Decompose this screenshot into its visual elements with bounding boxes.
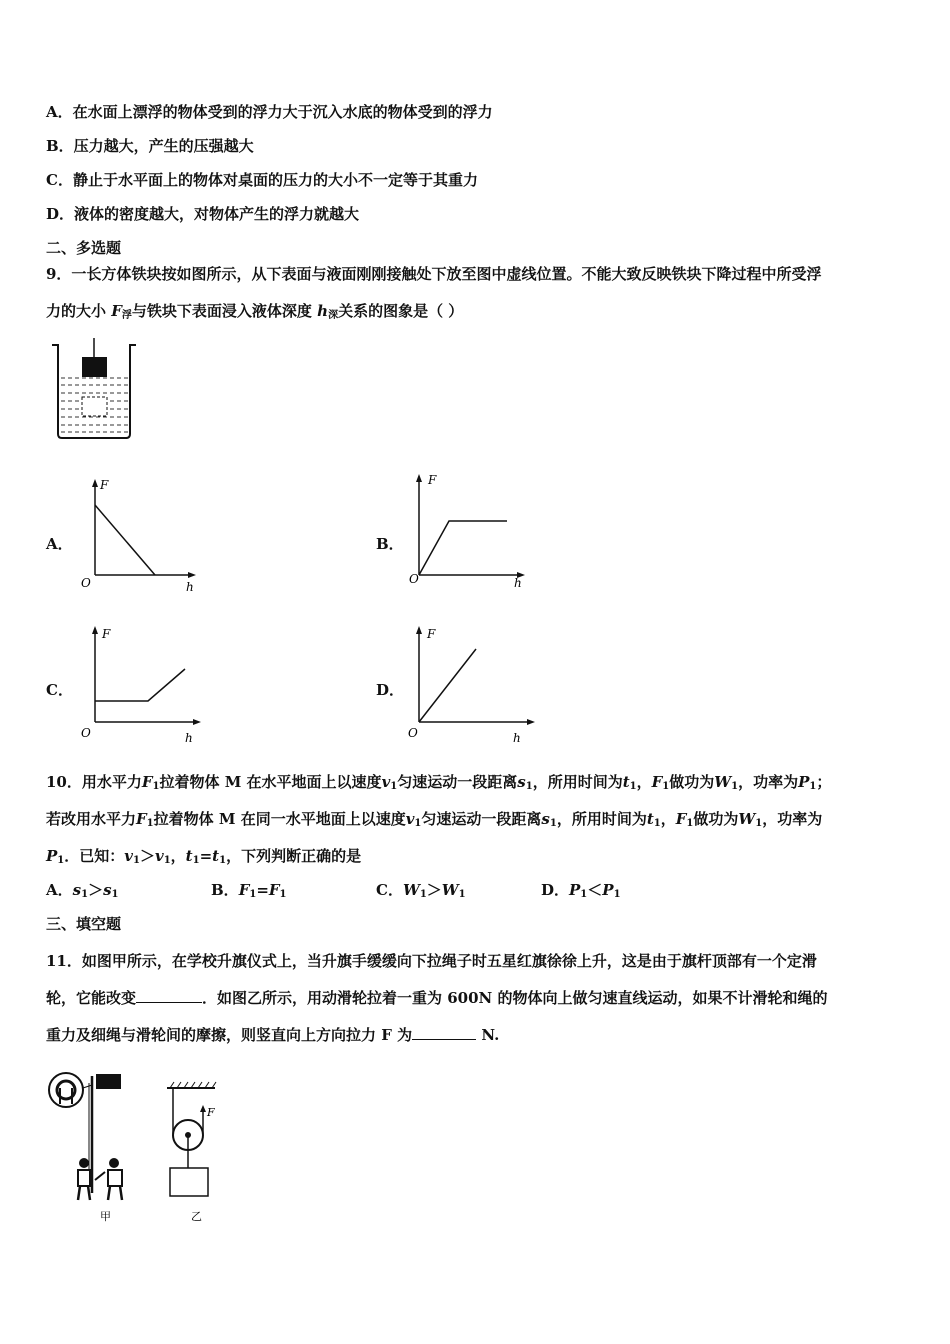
graph-d: [402, 622, 532, 747]
graph-d-x-label: h: [513, 731, 521, 745]
graph-option-b-label: B．: [376, 535, 404, 553]
graph-c-y-label: F: [102, 627, 111, 641]
graph-option-c-label: C．: [46, 681, 73, 699]
graph-a: [78, 475, 203, 595]
graph-option-d-label: D．: [376, 681, 405, 699]
beaker-figure: [50, 338, 140, 443]
graph-a-origin: O: [81, 576, 91, 590]
prev-option-b: B．压力越大，产生的压强越大: [46, 137, 254, 155]
section-title-fill-in: 三、填空题: [46, 915, 122, 933]
q10-option-b: B．$F_1=F_1$: [211, 881, 287, 900]
q10-option-d: D．$P_1<P_1$: [541, 881, 621, 900]
graph-b-y-label: F: [428, 473, 437, 487]
flag-raising-figure: [48, 1068, 143, 1226]
q9-stem-line2: 力的大小 $F_浮$与铁块下表面浸入液体深度 $h_深$关系的图象是（ ）: [46, 302, 464, 321]
fig-yi-force-label: F: [207, 1106, 215, 1119]
q11-stem-line2: 轮，它能改变 ．如图乙所示，用动滑轮拉着一重为 600N 的物体向上做匀速直线运动，如果不计滑轮和绳的: [46, 989, 828, 1007]
q10-option-c: C．$W_1>W_1$: [376, 881, 466, 900]
q10-stem-line1: 10．用水平力$F_1$拉着物体 M 在水平地面上以速度$v_1$匀速运动一段距离$s_1$，所用时间为$t_1$，$F_1$做功为$W_1$，功率为$P_1$；: [46, 773, 832, 792]
graph-c: [78, 622, 208, 747]
graph-a-y-label: F: [100, 478, 109, 492]
prev-option-a: A．在水面上漂浮的物体受到的浮力大于沉入水底的物体受到的浮力: [46, 103, 493, 121]
graph-d-y-label: F: [427, 627, 436, 641]
graph-b: [402, 470, 532, 595]
graph-b-x-label: h: [514, 576, 522, 590]
q11-stem-line1: 11．如图甲所示，在学校升旗仪式上，当升旗手缓缓向下拉绳子时五星红旗徐徐上升，这是由于旗杆顶部有一个定滑: [46, 952, 817, 970]
q11-stem-line3: 重力及细绳与滑轮间的摩擦，则竖直向上方向拉力 F 为 N.: [46, 1026, 500, 1044]
q10-option-a: A．$s_1>s_1$: [46, 881, 119, 900]
q10-stem-line3: $P_1$．已知：$v_1>v_1$，$t_1=t_1$，下列判断正确的是: [46, 847, 362, 866]
fig-jia-caption: 甲: [100, 1210, 111, 1223]
q10-stem-line2: 若改用水平力$F_1$拉着物体 M 在同一水平地面上以速度$v_1$匀速运动一段距离$s_1$，所用时间为$t_1$，$F_1$做功为$W_1$，功率为: [46, 810, 823, 829]
graph-c-origin: O: [81, 726, 91, 740]
graph-d-origin: O: [408, 726, 418, 740]
prev-option-c: C．静止于水平面上的物体对桌面的压力的大小不一定等于其重力: [46, 171, 478, 189]
q11-blank-2[interactable]: [412, 1025, 476, 1040]
pulley-figure: [160, 1080, 230, 1225]
prev-option-d: D．液体的密度越大，对物体产生的浮力就越大: [46, 205, 360, 223]
graph-option-a-label: A．: [46, 535, 73, 553]
q11-blank-1[interactable]: [136, 988, 202, 1003]
section-title-multiple-choice: 二、多选题: [46, 239, 122, 257]
graph-a-x-label: h: [186, 580, 194, 594]
q9-stem-line1: 9．一长方体铁块按如图所示，从下表面与液面刚刚接触处下放至图中虚线位置。不能大致反映铁块下降过程中所受浮: [46, 265, 822, 283]
fig-yi-caption: 乙: [191, 1210, 202, 1223]
graph-b-origin: O: [409, 572, 419, 586]
graph-c-x-label: h: [185, 731, 193, 745]
